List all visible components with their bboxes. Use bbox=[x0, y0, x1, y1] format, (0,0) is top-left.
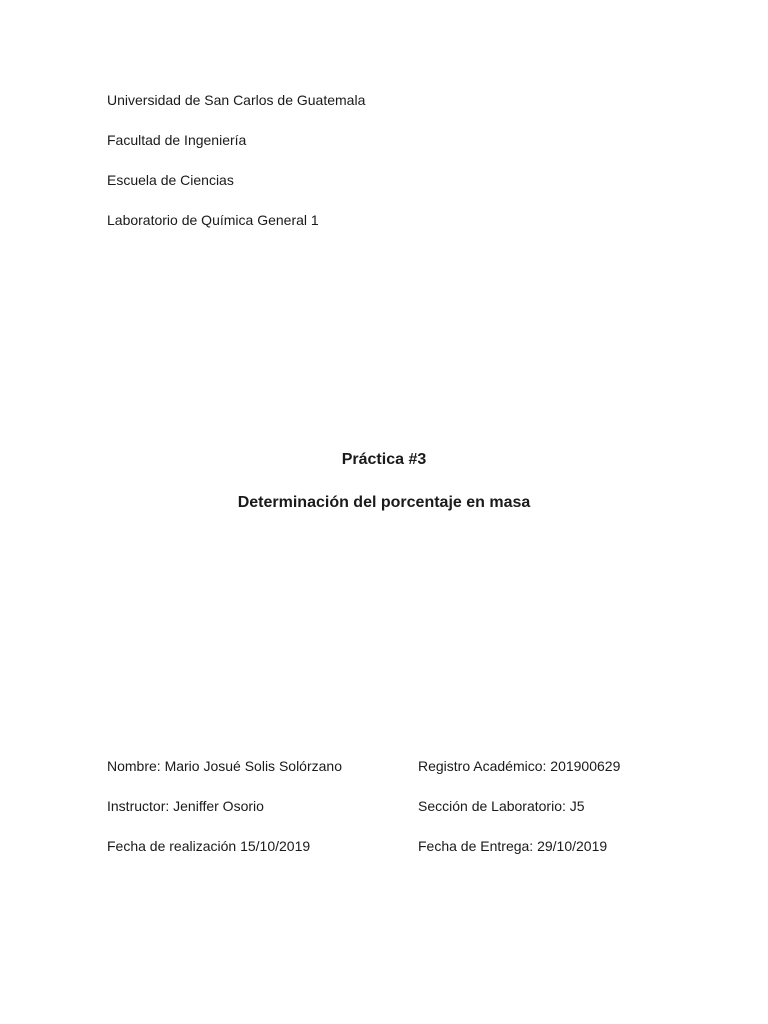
lab-section: Sección de Laboratorio: J5 bbox=[418, 798, 585, 814]
instructor-name: Instructor: Jeniffer Osorio bbox=[107, 798, 264, 814]
school-name: Escuela de Ciencias bbox=[107, 172, 234, 188]
practice-subject: Determinación del porcentaje en masa bbox=[237, 494, 531, 511]
laboratory-name: Laboratorio de Química General 1 bbox=[107, 212, 319, 228]
student-name: Nombre: Mario Josué Solis Solórzano bbox=[107, 758, 342, 774]
university-name: Universidad de San Carlos de Guatemala bbox=[107, 92, 366, 108]
realization-date: Fecha de realización 15/10/2019 bbox=[107, 838, 311, 854]
faculty-name: Facultad de Ingeniería bbox=[107, 132, 247, 148]
academic-registry: Registro Académico: 201900629 bbox=[418, 758, 621, 774]
delivery-date: Fecha de Entrega: 29/10/2019 bbox=[418, 838, 608, 854]
practice-title: Práctica #3 bbox=[341, 451, 427, 468]
